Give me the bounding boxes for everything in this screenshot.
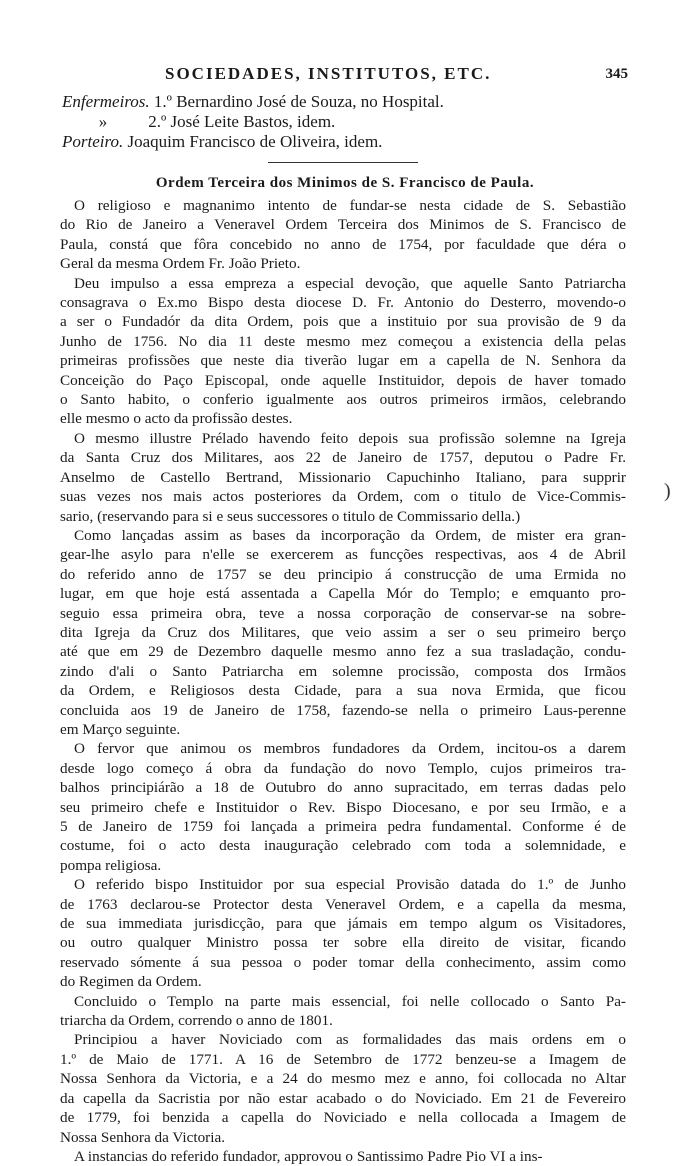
paragraph xyxy=(60,739,626,875)
staff-entry-nurse-2 xyxy=(62,112,622,132)
text-line: reservado sómente á sua pessoa o poder tomar della conhecimento, assim como xyxy=(60,953,626,971)
text-line: triarcha da Ordem, correndo o anno de 1801. xyxy=(60,1012,333,1030)
text-line: 1.º de Maio de 1771. A 16 de Setembro de 1772 benzeu-se a Imagem de xyxy=(60,1050,626,1068)
text-line: Geral da mesma Ordem Fr. João Prieto. xyxy=(60,255,301,273)
running-title: SOCIEDADES, INSTITUTOS, ETC. xyxy=(165,64,492,83)
text-line: A instancias do referido fundador, approvou o Santissimo Padre Pio VI a ins- xyxy=(74,1147,543,1165)
text-line: desde logo começo á obra da fundação do novo Templo, cujos primeiros tra- xyxy=(60,759,626,777)
text-line: O fervor que animou os membros fundadores da Ordem, incitou-os a darem xyxy=(74,740,626,758)
text-line: da capella da Sacristia por não estar acabado o do Noviciado. Em 21 de Fevereiro xyxy=(60,1089,626,1107)
text-line: de sua immediata jurisdicção, para que jámais em tempo algum os Visitadores, xyxy=(60,915,626,933)
text-line: Concluido o Templo na parte mais essencial, foi nelle collocado o Santo Pa- xyxy=(74,992,626,1010)
text-line: Nossa Senhora da Victoria. xyxy=(60,1128,225,1146)
text-line: até que em 29 de Dezembro daquelle mesmo anno fez a sua trasladação, condu- xyxy=(60,643,626,661)
text-line: em Março seguinte. xyxy=(60,720,181,738)
text-line: pompa religiosa. xyxy=(60,856,162,874)
text-line: Junho de 1756. No dia 11 deste mesmo mez começou a existencia della pelas xyxy=(60,332,626,350)
text-line: O referido bispo Instituidor por sua especial Provisão datada do 1.º de Junho xyxy=(74,876,626,894)
section-divider xyxy=(268,162,418,163)
running-head xyxy=(150,64,650,88)
section-title: Ordem Terceira dos Minimos de S. Francisco de Paula. xyxy=(155,175,535,191)
paragraph xyxy=(60,992,626,1031)
text-line: Paula, constá que fôra concebido no anno de 1754, por faculdade que déra o xyxy=(60,235,626,253)
paragraph xyxy=(60,196,626,274)
text-line: zindo d'ali o Santo Patriarcha em solemne procissão, composta dos Irmãos xyxy=(60,662,626,680)
text-line: Nossa Senhora da Victoria, e a 24 do mesmo mez e anno, foi collocada no Altar xyxy=(60,1070,626,1088)
text-line: seu primeiro chefe e Instituidor o Rev. Bispo Diocesano, e por seu Irmão, e a xyxy=(60,798,626,816)
text-line: O mesmo illustre Prélado havendo feito depois sua profissão solemne na Igreja xyxy=(74,429,626,447)
text-line: da Santa Cruz dos Militares, aos 22 de Janeiro de 1757, deputou o Padre Fr. xyxy=(60,449,626,467)
staff-role: Enfermeiros. xyxy=(62,92,150,111)
text-line: seguio essa primeira obra, teve a nossa corporação de conservar-se na sobre- xyxy=(60,604,626,622)
text-line: suas vezes nos mais actos posteriores da Ordem, com o titulo de Vice-Commis- xyxy=(60,488,626,506)
text-line: Principiou a haver Noviciado com as formalidades das mais ordens em o xyxy=(74,1031,626,1049)
text-line: Conceição do Paço Episcopal, onde aquelle Instituidor, depois de haver tomado xyxy=(60,371,626,389)
text-line: do referido anno de 1757 se deu principio á construcção de uma Ermida no xyxy=(60,565,626,583)
paragraph xyxy=(60,526,626,739)
text-line: dita Igreja da Cruz dos Militares, que veio assim a ser o seu primeiro berço xyxy=(60,623,626,641)
text-line: consagrava o Ex.mo Bispo desta diocese D. Fr. Antonio do Desterro, movendo-o xyxy=(60,294,626,312)
page-number: 345 xyxy=(605,66,628,82)
paragraph xyxy=(60,1147,626,1166)
staff-text: 1.º Bernardino José de Souza, no Hospital. xyxy=(153,92,444,111)
text-line: Deu impulso a essa empreza a especial devoção, que aquelle Santo Patriarcha xyxy=(74,274,626,292)
article-body xyxy=(60,196,626,1166)
staff-entry-nurse-1 xyxy=(62,92,622,112)
staff-text: Joaquim Francisco de Oliveira, idem. xyxy=(127,132,383,151)
text-line: costume, foi o acto desta inauguração celebrado com toda a solemnidade, e xyxy=(60,837,626,855)
paragraph xyxy=(60,1030,626,1146)
text-line: balhos principiárão a 18 de Outubro do anno supracitado, em terras dadas pelo xyxy=(60,779,626,797)
staff-list xyxy=(62,92,622,152)
margin-mark: ) xyxy=(664,480,671,502)
paragraph xyxy=(60,274,626,429)
text-line: ou outro qualquer Ministro possa ter sobre ella direito de visitar, ficando xyxy=(60,934,626,952)
text-line: de 1763 declarou-se Protector desta Veneravel Ordem, e a capella da mesma, xyxy=(60,895,626,913)
text-line: elle mesmo o acto da profissão destes. xyxy=(60,410,293,428)
text-line: do Regimen da Ordem. xyxy=(60,973,202,991)
text-line: sario, (reservando para si e seus successores o titulo de Commissario della.) xyxy=(60,507,521,525)
text-line: concluida aos 19 de Janeiro de 1758, fazendo-se nella o primeiro Laus-perenne xyxy=(60,701,626,719)
text-line: do Rio de Janeiro a Veneravel Ordem Terceira dos Minimos de S. Francisco de xyxy=(60,216,626,234)
text-line: a ser o Fundadór da dita Ordem, pois que a instituio por sua provisão de 9 da xyxy=(60,313,626,331)
text-line: 5 de Janeiro de 1759 foi lançada a primeira pedra fundamental. Conforme é de xyxy=(60,818,626,835)
text-line: da Ordem, e Religiosos desta Cidade, para a sua nova Ermida, que ficou xyxy=(60,682,626,700)
staff-role: Porteiro. xyxy=(62,132,124,151)
text-line: lugar, em que hoje está assentada a Capella Mór do Templo; e emquanto pro- xyxy=(60,585,626,603)
paragraph xyxy=(60,875,626,991)
text-line: primeiras profissões que neste dia tiverão lugar em a capella de N. Senhora da xyxy=(60,352,626,370)
text-line: Como lançadas assim as bases da incorporação da Ordem, de mister era gran- xyxy=(74,526,626,544)
staff-text: 2.º José Leite Bastos, idem. xyxy=(148,112,336,131)
ditto-mark: » xyxy=(98,112,108,131)
text-line: Anselmo de Castello Bertrand, Missionario Capuchinho Italiano, para supprir xyxy=(60,468,626,486)
text-line: O religioso e magnanimo intento de fundar-se nesta cidade de S. Sebastião xyxy=(74,197,626,214)
text-line: o Santo habito, o conferio igualmente aos outros primeiros irmãos, celebrando xyxy=(60,391,626,409)
text-line: de 1779, foi benzida a capella do Noviciado e nella collocada a Imagem de xyxy=(60,1109,626,1127)
staff-entry-porter xyxy=(62,132,622,152)
paragraph xyxy=(60,429,626,526)
text-line: gear-lhe asylo para n'elle se exercerem as funcções respectivas, aos 4 de Abril xyxy=(60,546,626,564)
